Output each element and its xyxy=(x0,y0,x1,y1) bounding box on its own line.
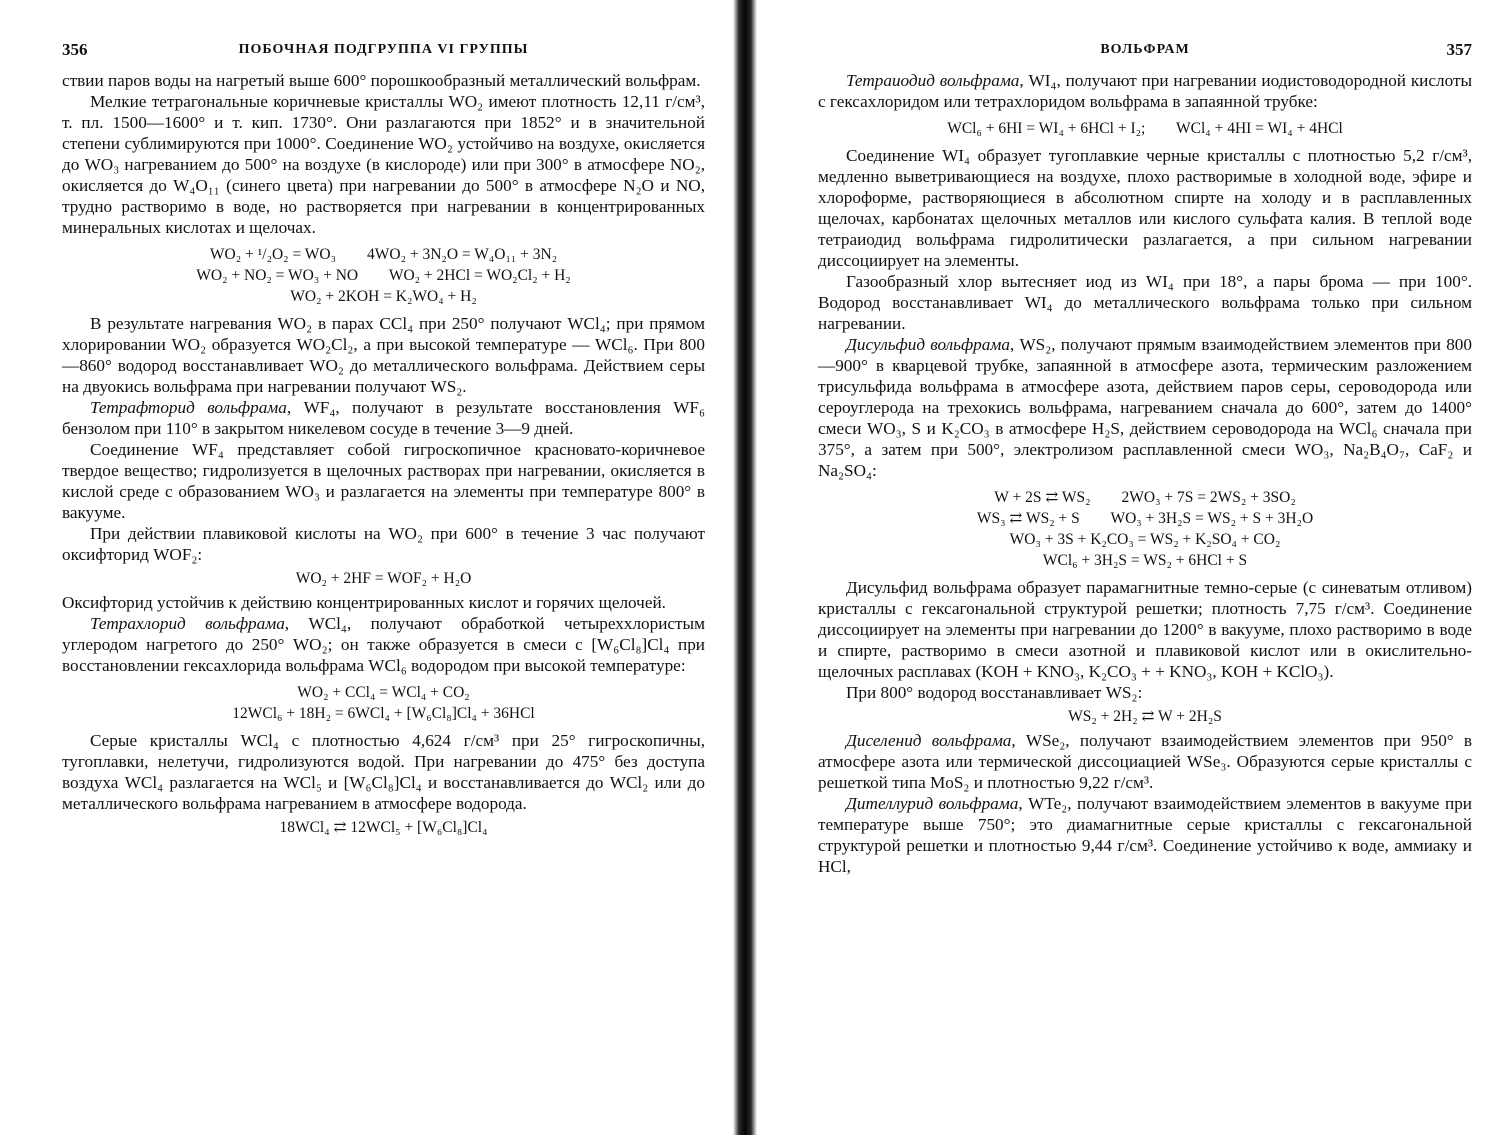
equation-line: WS₂ + 2H₂ ⇄ W + 2H₂S xyxy=(1068,708,1222,725)
left-page xyxy=(0,0,735,1135)
paragraph-text: При действии плавиковой кислоты на WO₂ при 600° в течение 3 час получают оксифторид WOF₂: xyxy=(62,524,705,564)
paragraph xyxy=(62,592,705,613)
equation-block xyxy=(62,244,705,307)
compound-name: Тетрафторид вольфрама xyxy=(90,398,287,417)
running-head: ПОБОЧНАЯ ПОДГРУППА VI ГРУППЫ xyxy=(238,42,529,57)
equation-block xyxy=(818,706,1472,727)
paragraph xyxy=(818,145,1472,271)
equation-block xyxy=(818,487,1472,571)
equation-line: WO₂ + 2HF = WOF₂ + H₂O xyxy=(295,570,472,587)
equation-block xyxy=(62,817,705,838)
paragraph xyxy=(818,682,1472,703)
paragraph xyxy=(62,70,705,91)
equation-line: WCl₆ + 6HI = WI₄ + 6HCl + I₂; WCl₄ + 4HI = WI₄ + 4HCl xyxy=(947,120,1343,137)
right-page-body xyxy=(818,70,1472,877)
paragraph-text: Газообразный хлор вытесняет иод из WI₄ при 18°, а пары брома — при 100°. Водород восстанавливает WI₄ до металлического вольфрама только при сильном нагревании. xyxy=(818,272,1472,333)
running-head: ВОЛЬФРАМ xyxy=(1100,42,1190,57)
paragraph-text: , WSe₂, получают взаимодействием элементов при 950° в атмосфере азота или термической диссоциацией WSe₃. Образуются серые кристаллы с решеткой типа MoS₂ и плотностью 9,22 г/см³. xyxy=(818,731,1473,792)
left-page-body xyxy=(62,70,705,838)
paragraph xyxy=(818,730,1472,793)
paragraph-text: Мелкие тетрагональные коричневые кристаллы WO₂ имеют плотность 12,11 г/см³, т. пл. 1500—1600° и т. кип. 1730°. Они разлагаются при 1852° и в значительной степени сублимируются при 1000°. Соединение WO₂ устойчиво на воздухе, окисляется до WO₃ нагреванием до 500° на воздухе (в кислороде) или при 300° в атмосфере NO₂, окисляется до W₄O₁₁ (синего цвета) при нагревании до 500° в атмосфере N₂O и NO, трудно растворимо в воде, но растворяется при нагревании в концентрированных минеральных кислотах и щелочах. xyxy=(62,92,705,237)
paragraph xyxy=(818,334,1472,481)
paragraph-text: , WI₄, получают при нагревании иодистоводородной кислоты с гексахлоридом или тетрахлоридом вольфрама в запаянной трубке: xyxy=(818,71,1472,111)
equation-block xyxy=(62,568,705,589)
paragraph-text: В результате нагревания WO₂ в парах CCl₄ при 250° получают WCl₄; при прямом хлорировании WO₂ образуется WO₂Cl₂, а при высокой температуре — WCl₆. При 800—860° водород восстанавливает WO₂ до металлического вольфрама. Действием серы на двуокись вольфрама при нагревании получают WS₂. xyxy=(62,314,705,396)
paragraph-text: Дисульфид вольфрама образует парамагнитные темно-серые (с синеватым отливом) кристаллы с гексагональной структурой решетки; плотность 7,75 г/см³. Соединение диссоциирует на элементы при нагревании до 1200° в вакууме, плохо растворимо в воде и спирте, растворимо в смеси азотной и плавиковой кислот или в окислительно-щелочных расплавах (KOH + KNO₃, K₂CO₃ + + KNO₃, KOH + KClO₃). xyxy=(818,578,1472,681)
equation-line: WO₂ + NO₂ = WO₃ + NO WO₂ + 2HCl = WO₂Cl₂ + H₂ xyxy=(196,267,571,284)
paragraph xyxy=(62,523,705,565)
paragraph xyxy=(62,439,705,523)
equation-block xyxy=(818,118,1472,139)
page-number: 357 xyxy=(1446,40,1472,59)
paragraph xyxy=(62,613,705,676)
equation-line: WCl₆ + 3H₂S = WS₂ + 6HCl + S xyxy=(1042,552,1248,569)
equation-line: WS₃ ⇄ WS₂ + S WO₃ + 3H₂S = WS₂ + S + 3H₂O xyxy=(976,510,1314,527)
paragraph-text: При 800° водород восстанавливает WS₂: xyxy=(846,683,1143,702)
paragraph-text: Соединение WI₄ образует тугоплавкие черные кристаллы с плотностью 5,2 г/см³, медленно выветривающиеся на воздухе, плохо растворимые в холодной воде, эфире и хлороформе, растворяющиеся в абсолютном спирте на холоду и в расплавленных щелочах, карбонатах щелочных металлов или кислого сульфата калия. В теплой воде тетраиодид вольфрама гидролитически разлагается, а при сильном нагревании диссоциирует на элементы. xyxy=(818,146,1472,270)
compound-name: Тетрахлорид вольфрама xyxy=(90,614,285,633)
paragraph xyxy=(62,313,705,397)
compound-name: Диселенид вольфрама xyxy=(846,731,1012,750)
paragraph-text: , WTe₂, получают взаимодействием элементов в вакууме при температуре выше 750°; это диамагнитные серые кристаллы с гексагональной структурой решетки и плотностью 9,44 г/см³. Соединение устойчиво к воде, аммиаку и HCl, xyxy=(818,794,1472,876)
right-page xyxy=(766,0,1510,1135)
compound-name: Тетраиодид вольфрама xyxy=(846,71,1020,90)
equation-line: WO₂ + ¹/₂O₂ = WO₃ 4WO₂ + 3N₂O = W₄O₁₁ + 3N₂ xyxy=(209,246,558,263)
equation-line: WO₂ + 2KOH = K₂WO₄ + H₂ xyxy=(290,288,477,305)
paragraph-text: , WF₄, получают в результате восстановления WF₆ бензолом при 110° в закрытом никелевом сосуде в течение 3—9 дней. xyxy=(62,398,705,438)
equation-line: 18WCl₄ ⇄ 12WCl₅ + [W₆Cl₈]Cl₄ xyxy=(279,819,488,836)
paragraph-text: Оксифторид устойчив к действию концентрированных кислот и горячих щелочей. xyxy=(62,593,666,612)
compound-name: Дителлурид вольфрама xyxy=(846,794,1019,813)
left-page-header xyxy=(62,40,705,70)
paragraph xyxy=(818,70,1472,112)
paragraph xyxy=(62,397,705,439)
paragraph xyxy=(818,577,1472,682)
equation-line: WO₃ + 3S + K₂CO₃ = WS₂ + K₂SO₄ + CO₂ xyxy=(1009,531,1281,548)
equation-line: W + 2S ⇄ WS₂ 2WO₃ + 7S = 2WS₂ + 3SO₂ xyxy=(994,489,1296,506)
equation-line: 12WCl₆ + 18H₂ = 6WCl₄ + [W₆Cl₈]Cl₄ + 36HCl xyxy=(232,705,535,722)
equation-block xyxy=(62,682,705,724)
right-page-header xyxy=(818,40,1472,70)
paragraph-text: Серые кристаллы WCl₄ с плотностью 4,624 г/см³ при 25° гигроскопичны, тугоплавки, нелетучи, гидролизуются водой. При нагревании до 475° без доступа воздуха WCl₄ разлагается на WCl₅ и [W₆Cl₈]Cl₄ и восстанавливается до WCl₂ или до металлического вольфрама нагреванием в атмосфере водорода. xyxy=(62,731,705,813)
paragraph xyxy=(818,271,1472,334)
page-number: 356 xyxy=(62,40,88,59)
paragraph-text: , WCl₄, получают обработкой четыреххлористым углеродом нагретого до 250° WO₂; он также образуется в смеси с [W₆Cl₈]Cl₄ при восстановлении гексахлорида вольфрама WCl₆ водородом при высокой температуре: xyxy=(62,614,705,675)
paragraph xyxy=(62,91,705,238)
compound-name: Дисульфид вольфрама xyxy=(846,335,1010,354)
paragraph-text: , WS₂, получают прямым взаимодействием элементов при 800—900° в кварцевой трубке, запаянной в атмосфере азота, термическим разложением трисульфида вольфрама в атмосфере азота, действием паров серы, сероводорода или сероуглерода на трехокись вольфрама, нагреванием сначала до 600°, затем до 1400° смеси WO₃, S и K₂CO₃ в атмосфере H₂S, действием сероводорода на WCl₆ сначала при 375°, а затем при 500°, электролизом расплавленной смеси WO₃, Na₂B₄O₇, CaF₂ и Na₂SO₄: xyxy=(818,335,1472,480)
paragraph-text: ствии паров воды на нагретый выше 600° порошкообразный металлический вольфрам. xyxy=(62,71,701,90)
paragraph xyxy=(62,730,705,814)
paragraph-text: Соединение WF₄ представляет собой гигроскопичное красновато-коричневое твердое вещество; гидролизуется в щелочных растворах при нагревании, окисляется в кислой среде с образованием WO₃ и разлагается на элементы при температуре 800° в вакууме. xyxy=(62,440,705,522)
equation-line: WO₂ + CCl₄ = WCl₄ + CO₂ xyxy=(297,684,470,701)
book-spine xyxy=(733,0,757,1135)
paragraph xyxy=(818,793,1472,877)
